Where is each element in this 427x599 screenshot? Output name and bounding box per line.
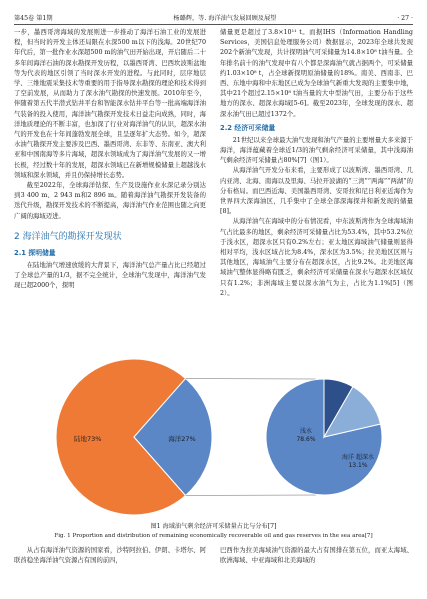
connector-line <box>186 495 316 496</box>
bottom-left-text <box>14 546 206 566</box>
section-title: 2 海洋油气的勘探开发现状 <box>14 231 122 242</box>
connector-line <box>186 378 316 379</box>
paragraph: 一步，墨西哥湾海域的发展则进一步推动了海洋石油工业的发展进程，但当时的开发主体还局限在水深500 m以下的浅海。20世纪70年代后，第一批作业水深超500 m的油气田开始出现，开启随后二十多年间海洋石油的深水勘探开发历程，以墨西哥湾、巴西坎波斯盆地等为代表的地区引领了当时深水开发的进程。与此同时，层序地层学、三维地震采集技术等重要的用于指导深水勘探的理论和技术得到了空前发展，从而助力了深水油气勘探的快速发展。2010年至今，伴随着第五代半潜式钻井平台和智能深水钻井平台等一批高端海洋油气装备的投入使用，海洋油气勘探开发技术日益走向成熟，同时，海洋地质理论的不断丰富，也加深了行业对海洋油气的认识，超深水油气的开发也在十年间蓬勃发展全球，且呈逐年扩大态势。如今，超深水油气勘探开发主要涉及巴西、墨西哥湾、东非等、东南亚、澳大利亚和中国南海等多片海域，超深水领域成为了海洋油气发展的又一增长极，经过数十年的发展，超深水领域已在新增规模储量上超越浅水领域和深水领域，并且仍保持增长态势。 <box>14 29 206 179</box>
figure-1 <box>14 352 413 522</box>
paragraph: 储量更是超过了3.8×10¹¹ t。而据IHS（Information Handling Services，美国信息处理服务公司）数据显示，2023年全球共发现202个新油气发现，共计探明油气可采储量为14.8×10⁸ t油当量。全年排名前十的油气发现中有八个都是深海油气就占据两个，可采储量约1.03×10⁸ t，占全球新探明原油储量的18%。南美、西南非、巴西、东地中海和中东地区已成为全球油气新重大发现的主要集中地，其中21个超过2.15×10⁸ t油当量的大中型油气田，主要分布于这些地方的深水、超深水海域[5-6]。截至2023年，全球发现的深水、超深水油气田已超过1372个。 <box>220 29 413 118</box>
slice-label: 陆地73% <box>74 435 102 443</box>
subsection-title: 2.1 探明储量 <box>14 248 56 257</box>
slice-label: 78.6% <box>296 436 316 443</box>
paragraph: 截至2022年，全球海洋钻探、生产及设施作业水深记录分别达到3 400 m、2 943 m和2 896 m。随着海洋油气勘探开发装备的迭代升级，勘探开发技术的不断提高，海洋油气作业范围也随之向更广阔的海域迈进。 <box>14 182 206 220</box>
journal-volume: 第45卷 第1期 <box>14 15 53 22</box>
page-header <box>14 8 413 25</box>
page-number: · 27 · <box>397 15 413 22</box>
paragraph: 巴西作为拉美海域油气资源的最大占有国排在第五位，而亚太海域、欧洲海域、中亚海域和北美海域的 <box>220 547 413 565</box>
slice-label: 海洋 超深水 <box>342 454 374 461</box>
bottom-right-text <box>220 546 413 566</box>
figure-caption-cn: 图1 海域油气剩余经济可采储量占比与分布[7] <box>150 523 277 530</box>
running-title: 杨璐辉，等. 海洋油气发展回顾及展望 <box>173 15 277 22</box>
paragraph: 在陆地油气增速放缓的大背景下，海洋油气总产量占比已经超过了全球总产量的1/3，据不完全统计，全球油气发现中，海洋油气发现已超2000个，探明 <box>14 261 206 290</box>
paragraph: 21世纪以来全球最大油气发现和油气产量的主要增量大多来源于海洋，海洋蕴藏着全球近1/3的油气剩余经济可采储量，其中浅海油气剩余经济可采储量占80%[7]（图1）。 <box>220 136 413 165</box>
right-column <box>220 28 413 299</box>
pie-charts <box>14 352 413 522</box>
paragraph: 从海洋油气在海域中的分布情况看，中东波斯湾作为全球海域油气占比最多的地区，剩余经济可采储量占比为53.4%，其中53.2%位于浅水区，超深水区只有0.2%左右；亚太地区海域油气储量则显得相对平均，浅水区域占比为8.4%，深水区为3.5%；拉美地区区则与其他地区，海域油气主要分布在超深水区，占比9.2%。北美地区海域油气整体显得略有匮乏，剩余经济可采储量在深水与超深水区域仅只有1.2%；非洲海域主要以深水油气为主，占比为1.1%[5]（图2）。 <box>220 218 413 297</box>
subsection-title: 2.2 经济可采储量 <box>220 123 276 132</box>
slice-label: 13.1% <box>348 462 368 469</box>
slice-label: 浅水 <box>299 428 313 435</box>
slice-label: 海洋27% <box>168 435 196 443</box>
paragraph: 从占有海洋油气资源的国家看，沙特阿拉伯、伊朗、卡塔尔、阿联酋稳坐海洋油气资源占有国的前四， <box>14 547 206 565</box>
left-column <box>14 28 206 291</box>
paragraph: 从海洋油气开发分布来看，主要形成了以波斯湾、墨西哥湾、几内亚湾、北海、南海以及里海、马拉开波湖的“三湾”“两海”“两湖”的分布格局。而巴西近海、美国墨西哥湾、安哥拉和尼日利亚近海作为世界四大深海油区，几乎集中了全球全部深海探井和新发现的储量[8]。 <box>220 167 413 216</box>
figure-caption-en: Fig. 1 Proportion and distribution of remaining economically recoverable oil and gas reserves in the sea area[7] <box>54 533 373 539</box>
